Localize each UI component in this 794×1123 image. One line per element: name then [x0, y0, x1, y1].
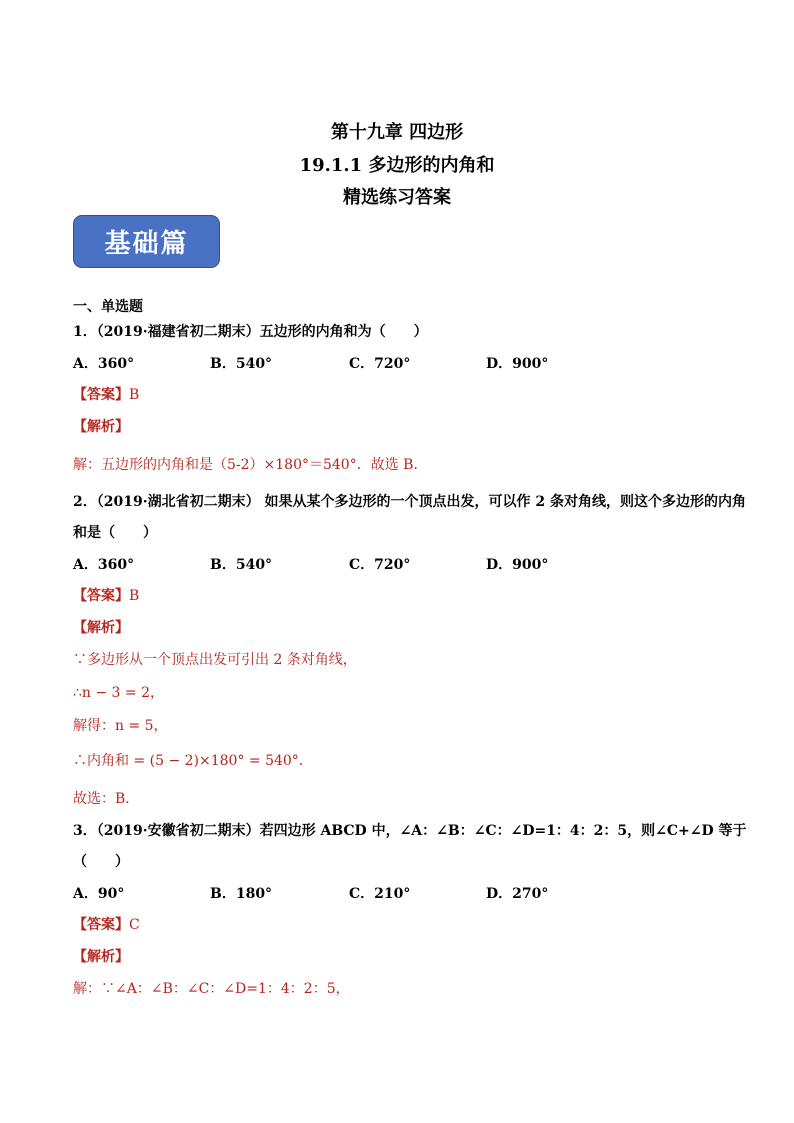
option-a: A．360° — [73, 557, 135, 573]
question-2-prompt-line1: 2．（2019·湖北省初二期末） 如果从某个多边形的一个顶点出发，可以作 2 条对角线，则这个多边形的内角 — [73, 494, 746, 510]
option-d: D．900° — [486, 356, 549, 372]
question-2-options — [73, 556, 673, 574]
option-a: A．360° — [73, 356, 135, 372]
question-1-analysis-label: 【解析】 — [73, 419, 129, 435]
question-2-solution-line: ∵多边形从一个顶点出发可引出 2 条对角线， — [73, 652, 357, 668]
question-1-prompt: 1．（2019·福建省初二期末）五边形的内角和为（ ） — [73, 324, 428, 340]
option-b: B．540° — [210, 356, 273, 372]
answer-label: 【答案】 — [73, 387, 129, 403]
question-3-prompt-line2: （ ） — [73, 854, 129, 870]
answer-value: C — [129, 917, 140, 933]
document-subtitle: 精选练习答案 — [343, 187, 451, 208]
option-d: D．270° — [486, 886, 549, 902]
question-1-solution-line: 解：五边形的内角和是（5-2）×180°＝540°．故选 B． — [73, 457, 428, 473]
option-d: D．900° — [486, 557, 549, 573]
answer-value: B — [129, 588, 140, 604]
section-heading: 一、单选题 — [73, 299, 143, 315]
option-b: B．180° — [210, 886, 273, 902]
answer-value: B — [129, 387, 140, 403]
option-c: C．210° — [349, 886, 411, 902]
question-2-analysis-label: 【解析】 — [73, 620, 129, 636]
question-3-solution-line: 解：∵∠A：∠B：∠C：∠D=1：4：2：5， — [73, 981, 350, 997]
option-b: B．540° — [210, 557, 273, 573]
option-c: C．720° — [349, 356, 411, 372]
answer-label: 【答案】 — [73, 917, 129, 933]
level-badge: 基础篇 — [73, 215, 220, 268]
option-a: A．90° — [73, 886, 125, 902]
question-1-answer — [73, 386, 139, 404]
chapter-title: 第十九章 四边形 — [330, 122, 464, 143]
question-1-options — [73, 355, 673, 373]
question-2-solution-line: ∴n − 3 = 2， — [73, 685, 164, 701]
question-2-solution-line: 解得：n = 5， — [73, 718, 168, 734]
option-c: C．720° — [349, 557, 411, 573]
question-2-solution-line: 故选：B． — [73, 791, 140, 807]
question-3-prompt-line1: 3．（2019·安徽省初二期末）若四边形 ABCD 中，∠A：∠B：∠C：∠D=1：4：2：5，则∠C+∠D 等于 — [73, 823, 747, 839]
question-3-analysis-label: 【解析】 — [73, 949, 129, 965]
question-2-answer — [73, 587, 139, 605]
section-title: 19.1.1 多边形的内角和 — [299, 155, 495, 176]
question-2-prompt-line2: 和是（ ） — [73, 525, 157, 541]
question-2-solution-line: ∴内角和 = (5 − 2)×180° = 540°． — [73, 753, 313, 769]
question-3-options — [73, 885, 673, 903]
question-3-answer — [73, 916, 140, 934]
answer-label: 【答案】 — [73, 588, 129, 604]
